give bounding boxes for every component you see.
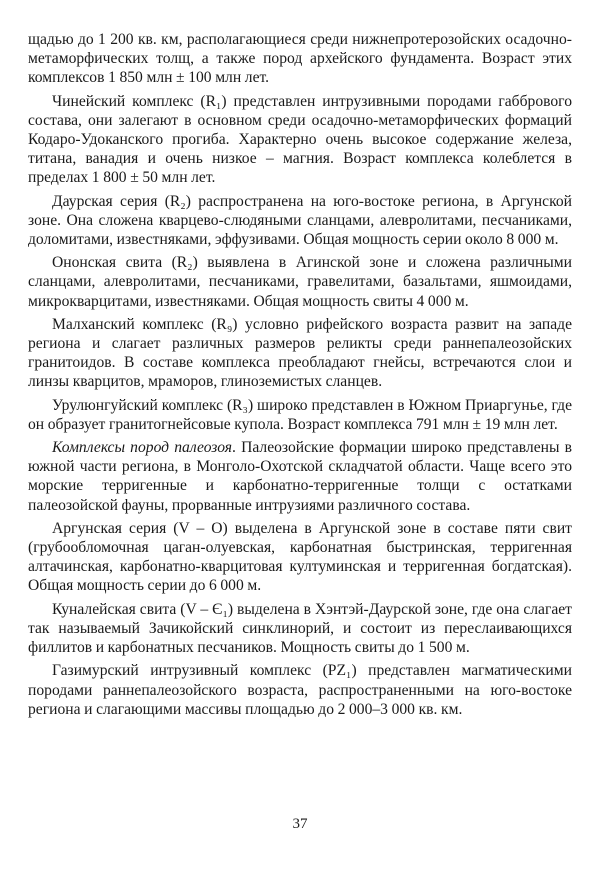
paragraph-paleozoic-complexes [28,438,572,515]
paleozoic-section-text: . Палеозойские формации широко представлены в южной части региона, в Монголо-Охотской складчатой области. Чаще всего это морские терригенные и карбонатно-терригенные толщи с остатками палеозойской фауны, прорванные интрузиями различного состава. [28,439,572,514]
paragraph-malkhansky-complex: Малханский комплекс (R₉) условно рифейского возраста развит на западе региона и слагает различных размеров реликты среди раннепалеозойских гранитоидов. В составе комплекса преобладают гнейсы, встречаются слои и линзы кварцитов, мраморов, глиноземистых сланцев. [28,315,572,391]
paragraph-kunaleyskaya-suite: Куналейская свита (V – Є₁) выделена в Хэнтэй-Даурской зоне, где она слагает так называемый Зачикойский синклинорий, и состоит из переслаивающихся филлитов и карбонатных песчаников. Мощность свиты до 1 500 м. [28,600,572,657]
paragraph-daurskaya-series: Даурская серия (R₂) распространена на юго-востоке региона, в Аргунской зоне. Она сложена кварцево-слюдяными сланцами, алевролитами, песчаниками, доломитами, известняками, эффузивами. Общая мощность серии около 8 000 м. [28,192,572,249]
paleozoic-section-heading: Комплексы пород палеозоя [52,439,233,457]
paragraph-argunskaya-series: Аргунская серия (V – O) выделена в Аргунской зоне в составе пяти свит (грубообломочная цаган-олуевская, карбонатная быстринская, терригенная алтачинская, карбонатно-кварцитовая култуминская и терригенная богдатская). Общая мощность серии до 6 000 м. [28,519,572,595]
paragraph-chineysky-complex: Чинейский комплекс (R₁) представлен интрузивными породами габбрового состава, они залегают в основном среди осадочно-метаморфических формаций Кодаро-Удоканского прогиба. Характерно очень высокое содержание железа, титана, ванадия и очень низкое – магния. Возраст комплекса колеблется в пределах 1 800 ± 50 млн лет. [28,92,572,187]
page-body [28,30,572,723]
paragraph-urulyunguy-complex: Урулюнгуйский комплекс (R₃) широко представлен в Южном Приаргунье, где он образует гранитогнейсовые купола. Возраст комплекса 791 млн ± 19 млн лет. [28,396,572,433]
paragraph-ononskaya-suite: Ононская свита (R₂) выявлена в Агинской зоне и сложена различными сланцами, алевролитами, песчаниками, гравелитами, базальтами, яшмоидами, микрокварцитами, известняками. Общая мощность свиты 4 000 м. [28,254,572,310]
page-number: 37 [292,816,308,832]
paragraph-1: щадью до 1 200 кв. км, располагающиеся среди нижнепротерозойских осадочно-метаморфических толщ, а также пород архейского фундамента. Возраст этих комплексов 1 850 млн ± 100 млн лет. [28,31,572,87]
paragraph-gazimursky-complex: Газимурский интрузивный комплекс (PZ₁) представлен магматическими породами раннепалеозойского возраста, распространенными на юго-востоке региона и слагающими массивы площадью до 2 000–3 000 кв. км. [28,662,572,718]
